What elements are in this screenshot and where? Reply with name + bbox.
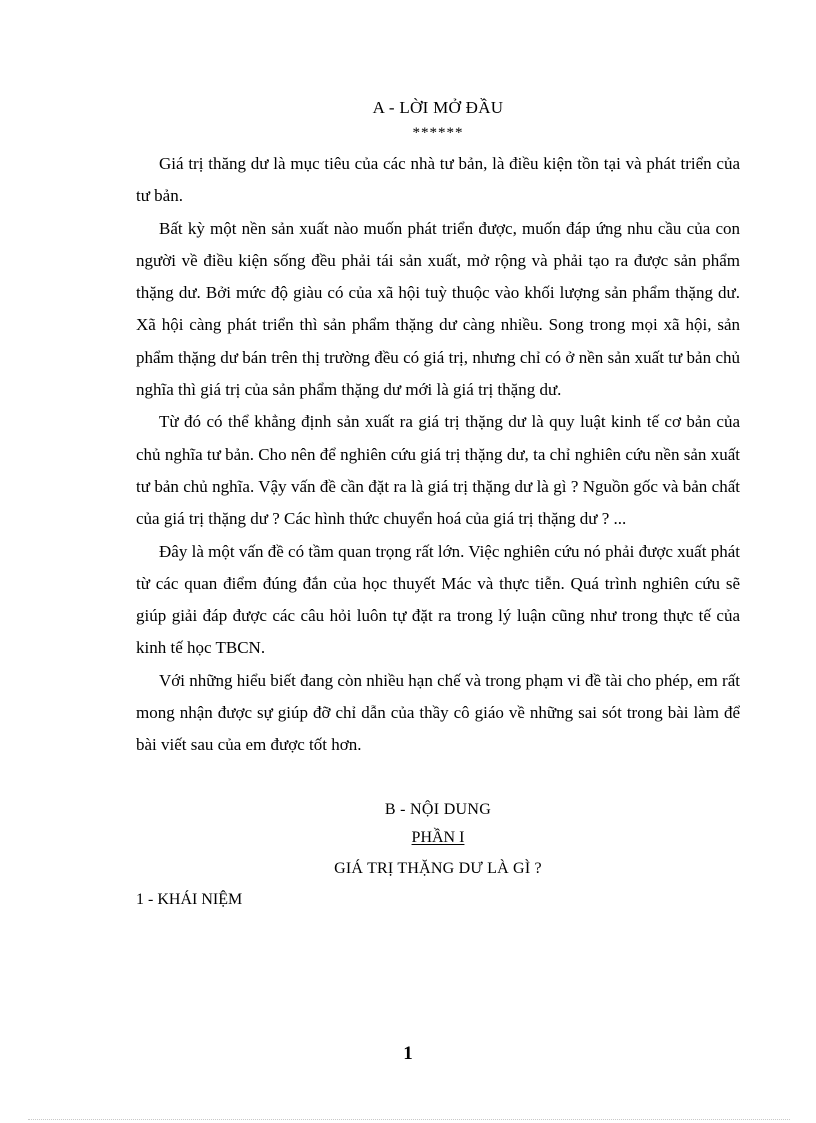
part-title: GIÁ TRỊ THẶNG DƯ LÀ GÌ ?: [334, 859, 542, 877]
paragraph: Đây là một vấn đề có tầm quan trọng rất lớn. Việc nghiên cứu nó phải được xuất phát từ các quan điểm đúng đắn của học thuyết Mác và thực tiễn. Quá trình nghiên cứu sẽ giúp giải đáp được các câu hỏi luôn tự đặt ra trong lý luận cũng như trong thực tế của kinh tế học TBCN.: [136, 541, 740, 658]
spacer: [136, 762, 740, 796]
paragraph: Bất kỳ một nền sản xuất nào muốn phát triển được, muốn đáp ứng nhu cầu của con người về điều kiện sống đều phải tái sản xuất, mở rộng và phải tạo ra được sản phẩm thặng dư. Bởi mức độ giàu có của xã hội tuỳ thuộc vào khối lượng sản phẩm thặng dư. Xã hội càng phát triển thì sản phẩm thặng dư càng nhiều. Song trong mọi xã hội, sản phẩm thặng dư bán trên thị trường đều có giá trị, nhưng chỉ có ở nền sản xuất tư bản chủ nghĩa thì giá trị của sản phẩm thặng dư mới là giá trị thặng dư.: [136, 218, 740, 400]
paragraph: Từ đó có thể khẳng định sản xuất ra giá trị thặng dư là quy luật kinh tế cơ bản của chủ nghĩa tư bản. Cho nên để nghiên cứu giá trị thặng dư, ta chỉ nghiên cứu nền sản xuất tư bản chủ nghĩa. Vậy vấn đề cần đặt ra là giá trị thặng dư là gì ? Nguồn gốc và bản chất của giá trị thặng dư ? Các hình thức chuyển hoá của giá trị thặng dư ? ...: [136, 412, 740, 529]
paragraph: Với những hiểu biết đang còn nhiều hạn chế và trong phạm vi đề tài cho phép, em rất mong nhận được sự giúp đỡ chỉ dẫn của thầy cô giáo về những sai sót trong bài làm để bài viết sau của em được tốt hơn.: [136, 670, 740, 755]
section-b-title: B - NỘI DUNG: [384, 800, 492, 818]
page-content: [136, 94, 740, 914]
page-bottom-rule: [28, 1119, 790, 1120]
subheading: 1 - KHÁI NIỆM: [136, 890, 243, 908]
section-a-title: A - LỜI MỞ ĐẦU: [372, 98, 504, 117]
part-label: PHẦN I: [411, 828, 465, 846]
section-divider-stars: ******: [412, 125, 464, 141]
page-number: 1: [403, 1043, 413, 1064]
paragraph: Giá trị thăng dư là mục tiêu của các nhà tư bản, là điều kiện tồn tại và phát triển của tư bản.: [136, 154, 740, 206]
